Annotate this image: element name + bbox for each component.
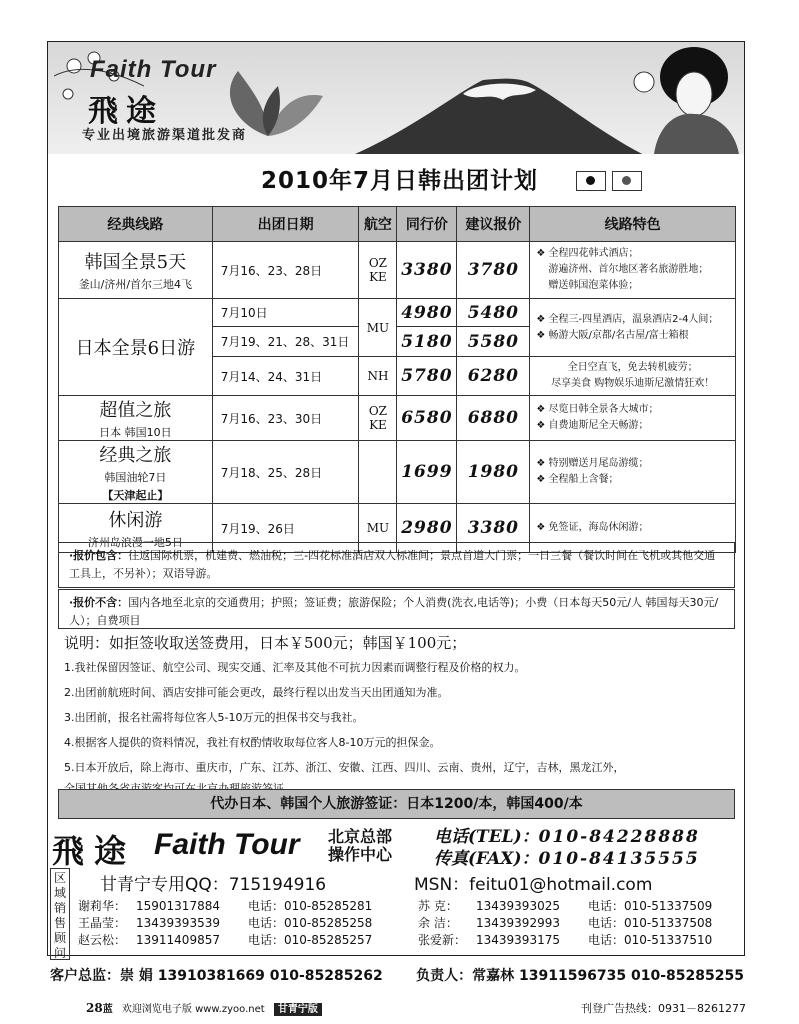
- route-name: 经典之旅: [99, 445, 172, 466]
- contacts-left: [78, 898, 372, 949]
- route-features: ❖ 全程四花韩式酒店； 游遍济州、首尔地区著名旅游胜地； 赠送韩国泡菜体验；: [530, 242, 736, 299]
- route-features: ❖ 免签证，海岛休闲游；: [530, 504, 736, 553]
- hq-line: 北京总部: [328, 827, 393, 846]
- mount-fuji-icon: [348, 72, 648, 154]
- contact-name: 谢莉华：: [78, 899, 127, 913]
- brand-logo-cn: 飛途: [88, 94, 164, 129]
- tel-number: 010-84228888: [538, 827, 700, 847]
- list-item: [418, 915, 712, 932]
- airline-code: MU: [359, 299, 397, 357]
- peer-price: 6580: [397, 396, 457, 441]
- contact-name: 张爱新：: [418, 933, 467, 947]
- page-footer: [86, 1000, 746, 1015]
- contact-tel: 电话：010-51337508: [588, 916, 713, 930]
- contact-mobile: 13439393539: [136, 916, 220, 930]
- retail-price: 5580: [457, 327, 530, 357]
- header-banner: [48, 42, 744, 154]
- retail-price: 3780: [457, 242, 530, 299]
- contact-tel: 电话：010-51337509: [588, 899, 713, 913]
- feature-line: 全日空直飞，免去转机疲劳；: [567, 362, 698, 373]
- peer-price: 4980: [397, 299, 457, 327]
- msn-contact: MSN：feitu01@hotmail.com: [414, 875, 653, 895]
- list-item: [78, 932, 372, 949]
- route-cell: [59, 396, 213, 441]
- manager-line: [50, 965, 744, 985]
- note-line: 1.我社保留因签证、航空公司、现实交通、汇率及其他不可抗力因素而调整行程及价格的权力。: [64, 661, 526, 674]
- geisha-illustration-icon: [624, 42, 744, 154]
- tour-plan-table: [58, 206, 736, 553]
- country-flags: [576, 171, 642, 191]
- route-features: [530, 357, 736, 396]
- tel-label: 电话(TEL)：: [434, 827, 539, 847]
- route-detail: 釜山/济州/首尔三地4飞: [78, 278, 193, 291]
- header-airline: 航空: [359, 207, 397, 242]
- contact-tel: 电话：010-85285257: [248, 933, 373, 947]
- contact-tel: 电话：010-51337510: [588, 933, 713, 947]
- header-route: 经典线路: [59, 207, 213, 242]
- client-director: 客户总监：崇 娟 13910381669 010-85285262: [50, 968, 383, 984]
- departure-date: 7月19、21、28、31日: [212, 327, 359, 357]
- route-cell: [59, 441, 213, 504]
- route-features: ❖ 尽览日韩全景各大城市； ❖ 自费迪斯尼全天畅游；: [530, 396, 736, 441]
- visa-service-bar: 代办日本、韩国个人旅游签证：日本1200/本，韩国400/本: [58, 789, 735, 819]
- page-number: 28: [86, 1001, 103, 1015]
- welcome-text: 欢迎浏览电子版 www.zyoo.net: [121, 1004, 265, 1015]
- list-item: [78, 915, 372, 932]
- feature-line: 全程船上含餐；: [548, 474, 619, 485]
- note-line: 5.日本开放后，除上海市、重庆市，广东、江苏、浙江、安徽、江西、四川、云南、贵州，辽宁，吉林，黑龙江外，: [64, 761, 625, 774]
- feature-line: 免签证，海岛休闲游；: [548, 522, 649, 533]
- route-detail: 韩国油轮7日: [104, 471, 167, 484]
- feature-line: 自费迪斯尼全天畅游；: [548, 420, 649, 431]
- header-peer-price: 同行价: [397, 207, 457, 242]
- table-row: [59, 396, 736, 441]
- list-item: [418, 932, 712, 949]
- airline-code: MU: [359, 504, 397, 553]
- route-detail: 日本 韩国10日: [99, 426, 172, 439]
- bottom-logo-en: Faith Tour: [154, 828, 300, 861]
- fax-label: 传真(FAX)：: [434, 849, 539, 869]
- route-detail: 济州岛浪漫一地5日: [87, 536, 183, 549]
- retail-price: 6880: [457, 396, 530, 441]
- contact-mobile: 13439392993: [476, 916, 560, 930]
- excludes-label: ·报价不含：: [69, 596, 129, 609]
- airline-code: OZ KE: [359, 396, 397, 441]
- peer-price: 1699: [397, 441, 457, 504]
- route-name: 韩国全景5天: [84, 252, 187, 273]
- page-tag: 蓝: [102, 1004, 113, 1015]
- feature-line: 尽览日韩全景各大城市；: [548, 404, 659, 415]
- contact-mobile: 13911409857: [136, 933, 220, 947]
- excludes-text: 国内各地至北京的交通费用；护照；签证费；旅游保险；个人消费(洗衣,电话等)；小费（日本每天50元/人 韩国每天30元/人）；自费项目: [69, 596, 719, 627]
- note-line: 3.出团前，报名社需将每位客人5-10万元的担保书交与我社。: [64, 711, 364, 724]
- route-name: 超值之旅: [99, 400, 172, 421]
- route-features: ❖ 全程三-四星酒店，温泉酒店2-4人间； ❖ 畅游大阪/京都/名古屋/富士箱根: [530, 299, 736, 357]
- list-item: [78, 898, 372, 915]
- peer-price: 5780: [397, 357, 457, 396]
- page-title: 2010年7月日韩出团计划: [260, 168, 539, 194]
- peer-price: 3380: [397, 242, 457, 299]
- retail-price: 6280: [457, 357, 530, 396]
- route-note: 【天津起止】: [102, 489, 169, 502]
- retail-price: 3380: [457, 504, 530, 553]
- airline-code: NH: [359, 357, 397, 396]
- table-row: [59, 441, 736, 504]
- contacts-right: [418, 898, 712, 949]
- contact-mobile: 13439393025: [476, 899, 560, 913]
- route-cell: [59, 242, 213, 299]
- note-line: 2.出团前航班时间、酒店安排可能会更改，最终行程以出发当天出团通知为准。: [64, 686, 449, 699]
- bottom-logo-cn: 飛途: [52, 832, 137, 870]
- departure-date: 7月14、24、31日: [212, 357, 359, 396]
- feature-line: 特别赠送月尾岛游缆；: [548, 458, 649, 469]
- japan-flag-icon: [576, 171, 606, 191]
- korea-flag-icon: [612, 171, 642, 191]
- ad-hotline: 刊登广告热线：0931－8261277: [581, 1002, 746, 1015]
- departure-date: 7月18、25、28日: [212, 441, 359, 504]
- departure-date: 7月16、23、30日: [212, 396, 359, 441]
- header-retail-price: 建议报价: [457, 207, 530, 242]
- feature-line: 畅游大阪/京都/名古屋/富士箱根: [548, 329, 689, 341]
- retail-price: 1980: [457, 441, 530, 504]
- contact-name: 余 洁：: [418, 916, 458, 930]
- route-name: 休闲游: [108, 510, 163, 531]
- contact-tel: 电话：010-85285281: [248, 899, 373, 913]
- header-date: 出团日期: [212, 207, 359, 242]
- person-in-charge: 负责人：常嘉林 13911596735 010-85285255: [416, 968, 744, 984]
- departure-date: 7月19、26日: [212, 504, 359, 553]
- includes-label: ·报价包含：: [69, 549, 129, 562]
- qq-contact: 甘青宁专用QQ：715194916: [100, 875, 327, 895]
- airline-code: OZ KE: [359, 242, 397, 299]
- contact-mobile: 13439393175: [476, 933, 560, 947]
- phone-block: [434, 826, 700, 870]
- route-features: ❖ 特别赠送月尾岛游缆； ❖ 全程船上含餐；: [530, 441, 736, 504]
- feature-line: 全程四花韩式酒店；: [548, 248, 639, 259]
- peer-price: 5180: [397, 327, 457, 357]
- region-sales-label: 区域销售顾问: [50, 868, 70, 960]
- price-includes: [58, 542, 735, 588]
- contact-tel: 电话：010-85285258: [248, 916, 373, 930]
- departure-date: 7月16、23、28日: [212, 242, 359, 299]
- hq-line: 操作中心: [328, 845, 393, 864]
- notes-heading: 说明：如拒签收取送签费用，日本￥500元；韩国￥100元；: [64, 634, 467, 652]
- feature-line: 游遍济州、首尔地区著名旅游胜地；: [548, 264, 709, 275]
- departure-date: 7月10日: [212, 299, 359, 327]
- route-name: 日本全景6日游: [75, 338, 196, 359]
- feature-line: 全程三-四星酒店，温泉酒店2-4人间；: [548, 313, 719, 325]
- note-line: 4.根据客人提供的资料情况，我社有权酌情收取每位客人8-10万元的担保金。: [64, 736, 441, 749]
- brand-logo-en: Faith Tour: [90, 56, 217, 83]
- table-row: [59, 299, 736, 327]
- list-item: [418, 898, 712, 915]
- route-cell: [59, 299, 213, 396]
- header-features: 线路特色: [530, 207, 736, 242]
- feature-line: 尽享美食 购物娱乐迪斯尼激情狂欢！: [551, 378, 715, 389]
- hq-label: [328, 828, 392, 864]
- retail-price: 5480: [457, 299, 530, 327]
- contact-name: 赵云松：: [78, 933, 127, 947]
- notes-section: [64, 632, 734, 805]
- table-row: [59, 242, 736, 299]
- includes-text: 往返国际机票，机建费、燃油税；三-四花标准酒店双人标准间；景点首道大门票；一日三餐（餐饮时间在飞机或其他交通工具上，不另补）；双语导游。: [69, 549, 716, 580]
- price-excludes: [58, 589, 735, 629]
- contact-name: 王晶莹：: [78, 916, 127, 930]
- slogan: 专业出境旅游渠道批发商: [82, 128, 248, 143]
- feature-line: 赠送韩国泡菜体验；: [548, 280, 639, 291]
- fax-number: 010-84135555: [538, 849, 700, 869]
- peer-price: 2980: [397, 504, 457, 553]
- contact-name: 苏 克：: [418, 899, 458, 913]
- airline-code: [359, 441, 397, 504]
- contact-mobile: 15901317884: [136, 899, 220, 913]
- paper-edition: 甘青宁版: [274, 1003, 322, 1016]
